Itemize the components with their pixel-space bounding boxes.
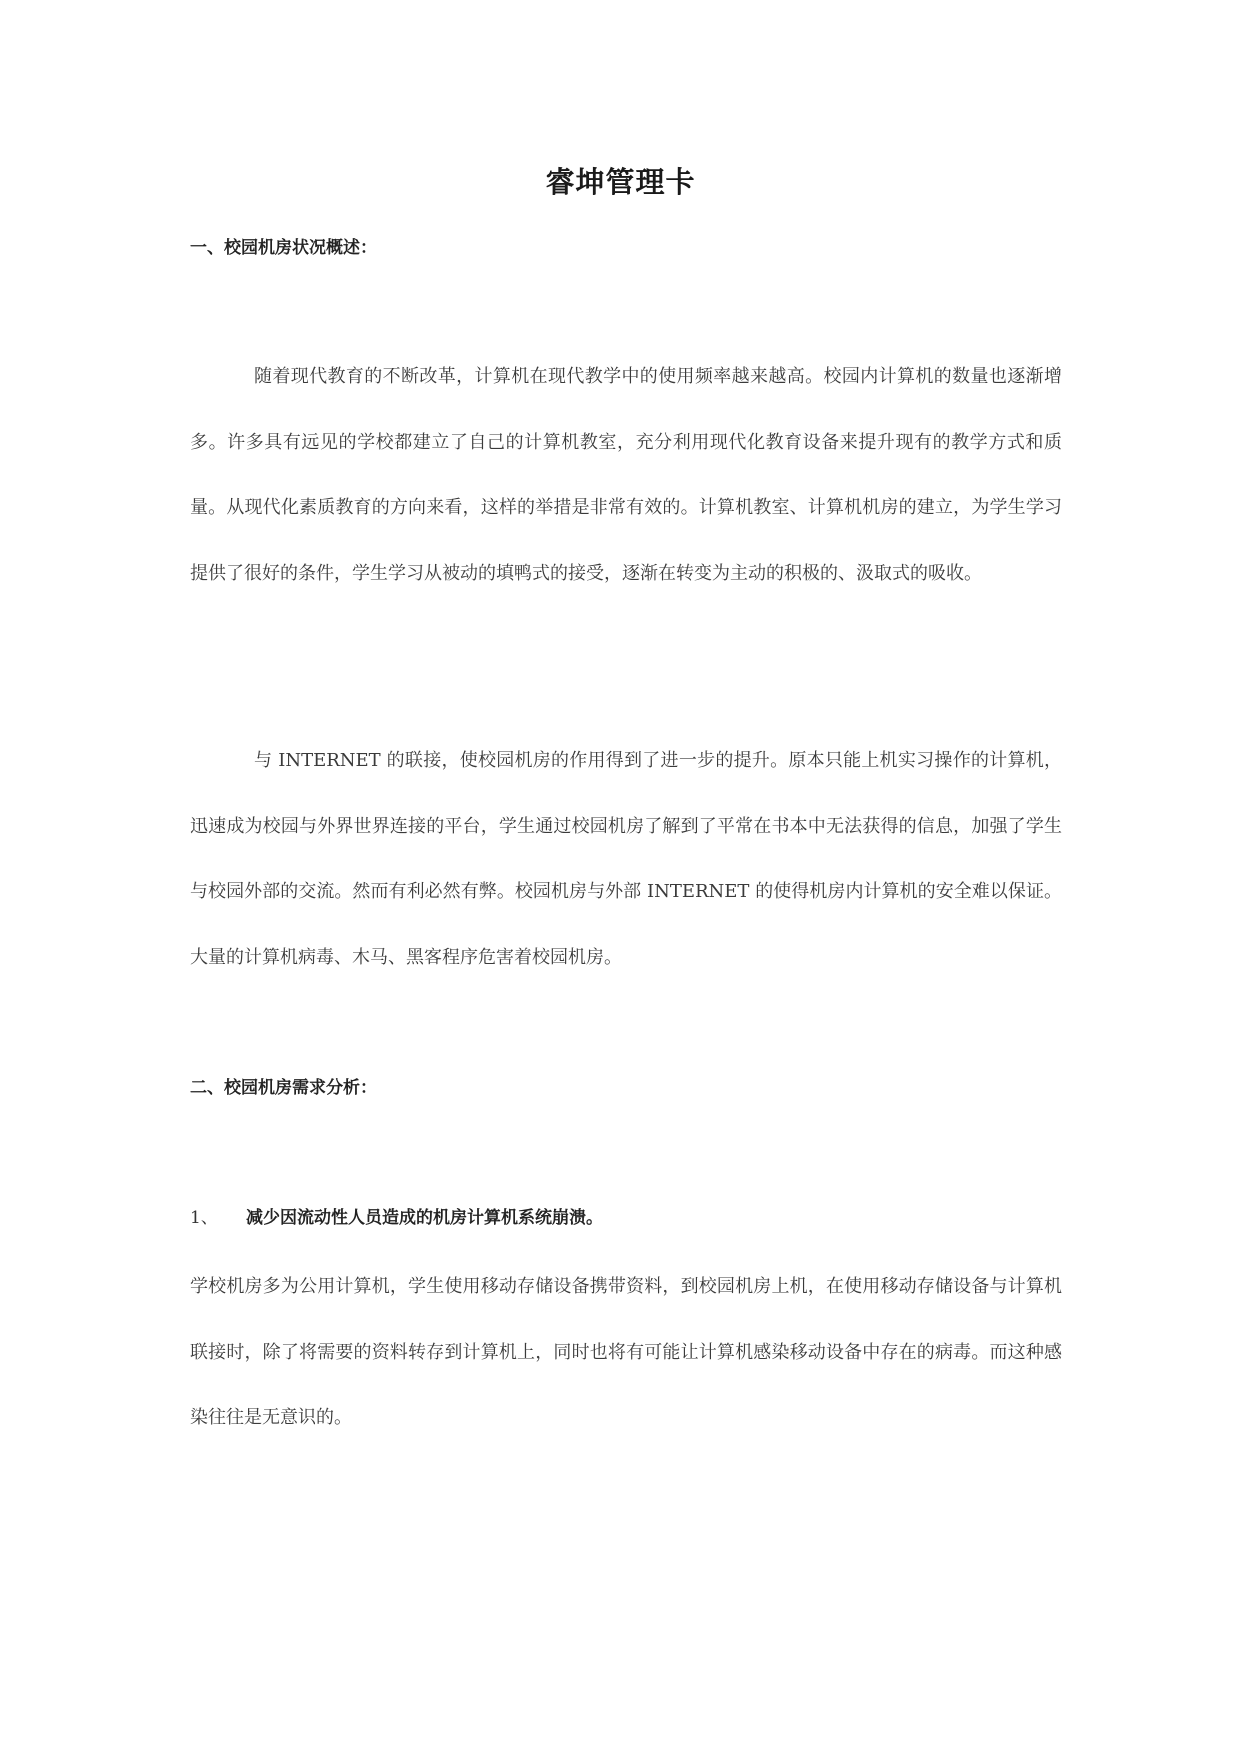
requirement-item-title: 减少因流动性人员造成的机房计算机系统崩溃。 xyxy=(246,1208,603,1228)
requirement-item-number: 1、 xyxy=(190,1208,218,1228)
requirement-item-1-heading xyxy=(190,1206,603,1230)
document-title: 睿坤管理卡 xyxy=(545,165,696,199)
paragraph-overview-2: 与 INTERNET 的联接，使校园机房的作用得到了进一步的提升。原本只能上机实习操作的计算机，迅速成为校园与外界世界连接的平台，学生通过校园机房了解到了平常在书本中无法获得的信息，加强了学生与校园外部的交流。然而有利必然有弊。校园机房与外部 INTERNET 的使得机房内计算机的安全难以保证。大量的计算机病毒、木马、黑客程序危害着校园机房。 xyxy=(190,750,1062,968)
section-heading-overview: 一、校园机房状况概述： xyxy=(190,238,377,258)
paragraph-overview-1: 随着现代教育的不断改革，计算机在现代教学中的使用频率越来越高。校园内计算机的数量也逐渐增多。许多具有远见的学校都建立了自己的计算机教室，充分利用现代化教育设备来提升现有的教学方式和质量。从现代化素质教育的方向来看，这样的举措是非常有效的。计算机教室、计算机机房的建立，为学生学习提供了很好的条件，学生学习从被动的填鸭式的接受，逐渐在转变为主动的积极的、汲取式的吸收。 xyxy=(190,366,1062,584)
paragraph-requirement-1: 学校机房多为公用计算机，学生使用移动存储设备携带资料，到校园机房上机，在使用移动存储设备与计算机联接时，除了将需要的资料转存到计算机上，同时也将有可能让计算机感染移动设备中存在的病毒。而这种感染往往是无意识的。 xyxy=(190,1276,1062,1428)
section-heading-requirements: 二、校园机房需求分析： xyxy=(190,1078,377,1098)
